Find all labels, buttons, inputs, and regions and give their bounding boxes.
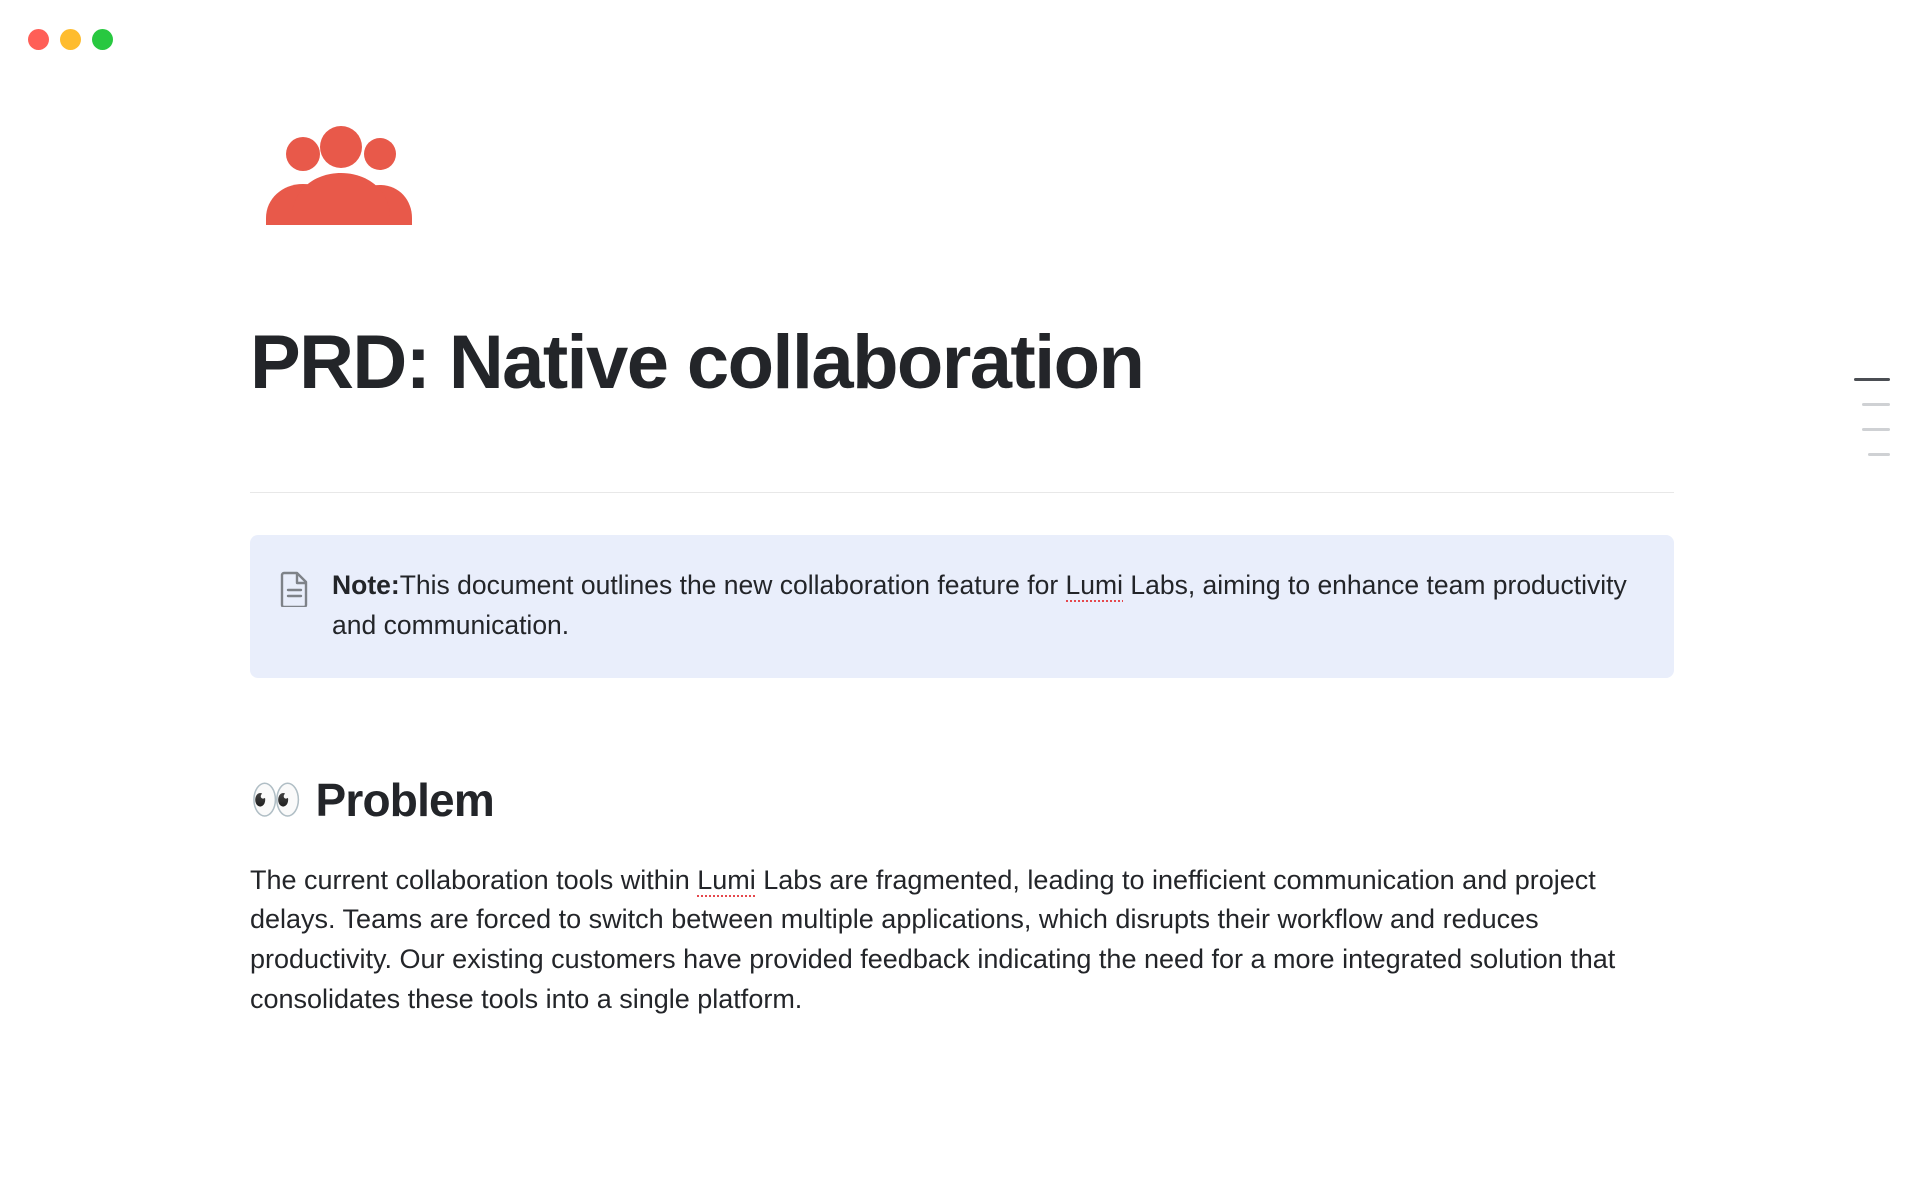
spellcheck-word: Lumi (1065, 570, 1123, 601)
page-title[interactable]: PRD: Native collaboration (250, 320, 1144, 405)
section-paragraph-problem[interactable] (250, 861, 1650, 1021)
outline-item-4[interactable] (1868, 453, 1890, 456)
traffic-lights (28, 29, 113, 50)
note-body-part1: This document outlines the new collaboration feature for (399, 570, 1066, 601)
title-bar (0, 0, 1920, 78)
paragraph-part1: The current collaboration tools within (250, 864, 698, 895)
note-label: Note: (332, 570, 400, 601)
section-heading-label: Problem (315, 773, 494, 826)
outline-item-2[interactable] (1862, 403, 1890, 406)
note-callout-text (332, 565, 1640, 646)
document-scroll-area[interactable] (0, 78, 1920, 1200)
outline-navigator[interactable] (1850, 378, 1890, 456)
note-body-part2: Labs, aiming to enhance team productivity and communication. (332, 570, 1627, 641)
paragraph-part2: Labs are fragmented, leading to inefficient communication and project delays. Teams are forced to switch between multiple applications, which disrupts their workflow and reduces productivity. Our existing customers have provided feedback indicating the need for a more integrated solution that consolidates these tools into a single platform. (250, 864, 1616, 1015)
note-callout[interactable] (250, 535, 1674, 678)
outline-item-3[interactable] (1862, 428, 1890, 431)
eyes-icon: 👀 (250, 775, 302, 825)
minimize-window-button[interactable] (60, 29, 81, 50)
title-divider (250, 492, 1674, 493)
spellcheck-word: Lumi (697, 864, 756, 895)
section-heading-problem[interactable] (250, 774, 1670, 827)
close-window-button[interactable] (28, 29, 49, 50)
people-group-icon[interactable] (254, 126, 414, 236)
document-icon (280, 571, 310, 612)
outline-item-1[interactable] (1854, 378, 1890, 381)
maximize-window-button[interactable] (92, 29, 113, 50)
